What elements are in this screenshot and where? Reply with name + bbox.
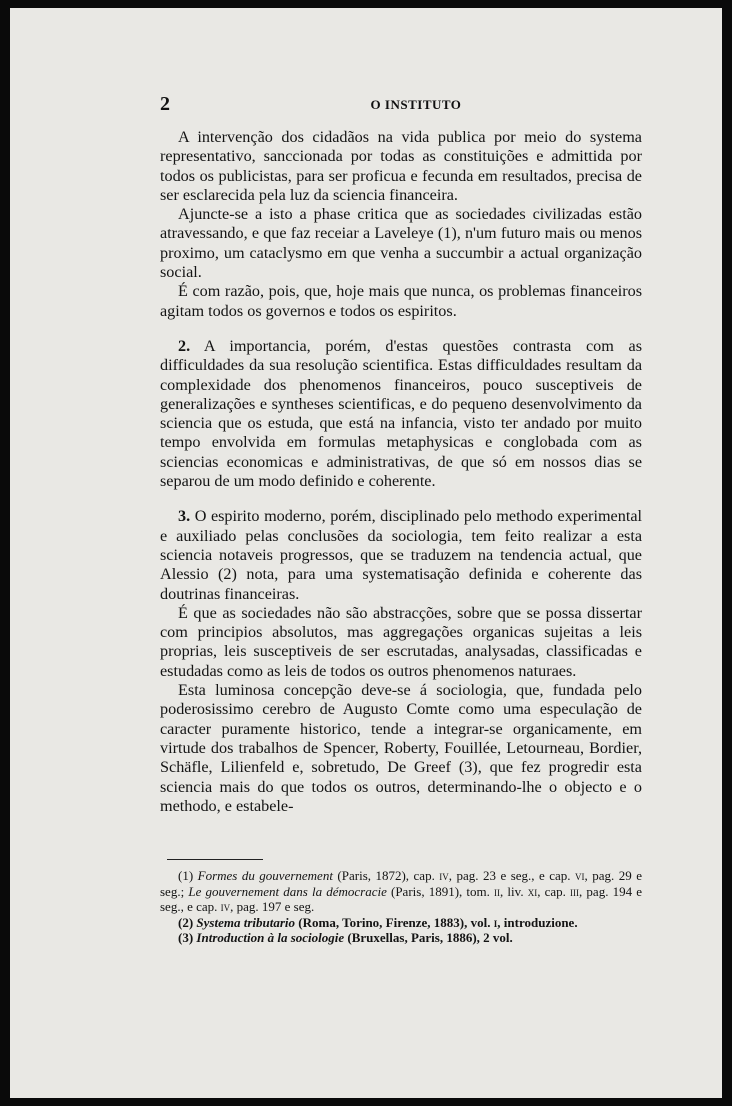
footnote-text: , liv. — [500, 883, 528, 899]
paragraph-2: Ajuncte-se a isto a phase critica que as sociedades civilizadas estão atravessando, e que faz receiar a Laveleye (1), n'um futuro mais ou menos proximo, um cataclysmo em que venha a succumbir a actual organização social. — [160, 205, 642, 282]
footnote-text: , pag. 197 e seg. — [230, 899, 315, 915]
footnote-title: Le gouvernement dans la démocracie — [188, 883, 387, 899]
footnote-2 — [160, 915, 642, 931]
section-gap — [160, 321, 642, 337]
page-number: 2 — [160, 93, 170, 115]
page-header — [160, 93, 652, 117]
footnote-text: (Paris, 1872), cap. — [332, 868, 440, 883]
footnote-marker: (3) — [178, 930, 197, 946]
footnote-text: , pag. 29 e seg.; — [160, 868, 643, 899]
footnote-title: Formes du gouvernement — [197, 868, 333, 883]
section-2-paragraph — [160, 337, 642, 491]
paragraph-3: É com razão, pois, que, hoje mais que nunca, os problemas financeiros agitam todos os governos e todos os espiritos. — [160, 282, 642, 320]
footnote-3 — [160, 930, 642, 946]
footnote-marker: (2) — [178, 914, 197, 930]
body-text — [160, 128, 642, 816]
footnote-title: Introduction à la sociologie — [196, 930, 345, 946]
scanned-page — [10, 8, 722, 1098]
footnote-text: , introduzione. — [497, 914, 578, 930]
running-title: O INSTITUTO — [370, 97, 462, 112]
roman-numeral: i — [493, 914, 498, 930]
section-3-paragraph — [160, 507, 642, 603]
section-2-text: A importancia, porém, d'estas questões contrasta com as difficuldades da sua resolução scientifica. Estas difficuldades resultam da complexidade dos phenomenos financeiros, pouco susceptiveis de generalizações e syntheses scientificas, e do pequeno desenvolvimento da sciencia que os estuda, que está na infancia, visto ter andado por muito tempo envolvida em formulas metaphysicas e conglobada com as sciencias economicas e administrativas, de que só em nossos dias se separou de um modo definido e coherente. — [160, 336, 642, 491]
section-gap — [160, 491, 642, 507]
roman-numeral: ii — [494, 883, 501, 899]
footnote-text: , cap. — [537, 883, 571, 899]
footnote-title: Systema tributario — [196, 914, 296, 930]
paragraph-6: Esta luminosa concepção deve-se á sociologia, que, fundada pelo poderosissimo cerebro de Augusto Comte como uma especulação de caracter puramente historico, tende a integrar-se organicamente, em virtude dos trabalhos de Spencer, Roberty, Fouillée, Letourneau, Bordier, Schäfle, Lilienfeld e, sobretudo, De Greef (3), que fez progredir esta sciencia mais do que todos os outros, determinando-lhe o objecto e o methodo, e estabele- — [160, 681, 642, 815]
footnote-text: (Roma, Torino, Firenze, 1883), vol. — [295, 914, 494, 930]
footnote-text: , pag. 23 e seg., e cap. — [448, 868, 576, 883]
footnote-text: (Paris, 1891), tom. — [386, 883, 495, 899]
roman-numeral: iii — [570, 883, 580, 899]
paragraph-1: A intervenção dos cidadãos na vida publica por meio do systema representativo, sanccionada por todas as constituições e admittida por todos os publicistas, para ser proficua e fecunda em resultados, precisa de ser esclarecida pela luz da sciencia financeira. — [160, 128, 642, 204]
footnote-text: (Bruxellas, Paris, 1886), 2 vol. — [344, 930, 513, 946]
footnotes — [160, 868, 642, 946]
roman-numeral: iv — [220, 899, 231, 915]
footnote-marker: (1) — [178, 868, 198, 883]
roman-numeral: iv — [439, 868, 449, 883]
paragraph-5: É que as sociedades não são abstracções, sobre que se possa dissertar com principios absolutos, mas aggregações organicas sujeitas a leis proprias, leis susceptiveis de ser escrutadas, analysadas, classificadas e estudadas como as leis de todos os outros phenomenos naturaes. — [160, 603, 642, 680]
roman-numeral: vi — [575, 868, 585, 883]
section-3-number: 3. — [178, 507, 191, 526]
section-2-number: 2. — [178, 336, 191, 355]
section-3-text: O espirito moderno, porém, disciplinado pelo methodo experimental e auxiliado pelas conclusões da sociologia, tem feito realizar a esta sciencia notaveis progressos, que se traduzem na tendencia actual, que Alessio (2) nota, para uma systematisação definida e coherente das doutrinas financeiras. — [160, 507, 642, 603]
footnote-1 — [160, 868, 642, 915]
footnote-text: , pag. 194 e seg., e cap. — [160, 883, 643, 915]
footnote-rule — [167, 859, 263, 860]
roman-numeral: xi — [527, 883, 538, 899]
